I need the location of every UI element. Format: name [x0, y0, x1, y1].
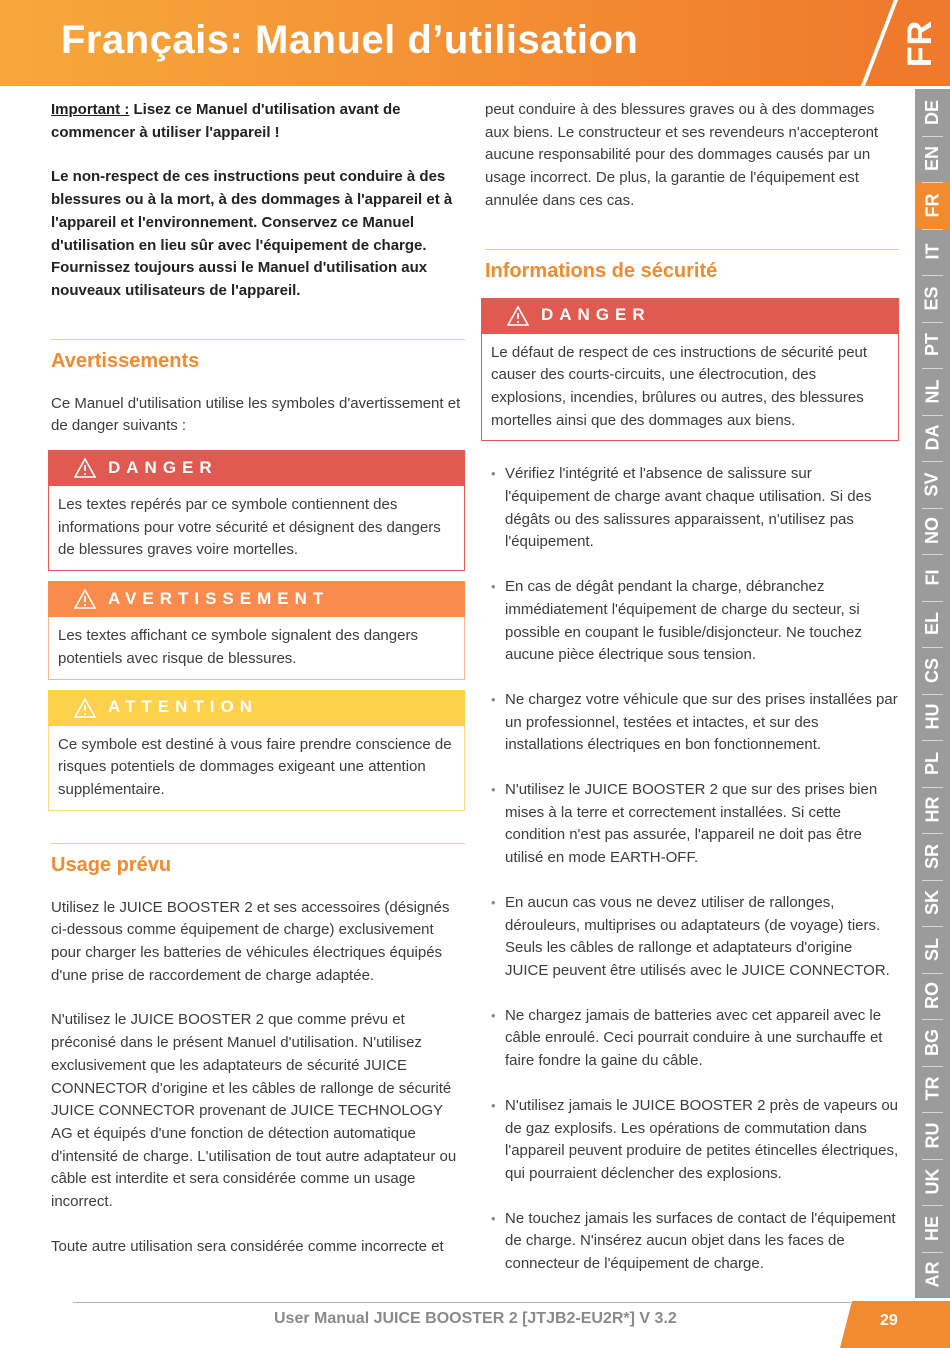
language-tab-pt[interactable]	[915, 322, 950, 369]
language-tab-separator	[922, 182, 943, 183]
safety-instruction-item: • Vérifiez l'intégrité et l'absence de salissure sur l'équipement de charge avant chaque utilisation. Si des dégâts ou des salissures apparaissent, n'utilisez pas l'équipement.	[485, 463, 899, 554]
language-tab-separator	[922, 926, 943, 927]
language-tab-label: TR	[922, 1076, 942, 1101]
language-tab-label: HE	[921, 1215, 942, 1241]
language-tab-label: NO	[922, 517, 942, 545]
danger-label: DANGER	[541, 305, 651, 325]
language-tab-separator	[922, 554, 943, 555]
language-tab-separator	[922, 1252, 943, 1253]
language-tab-tr[interactable]	[915, 1066, 950, 1113]
language-tab-separator	[922, 136, 943, 137]
language-tab-he[interactable]	[915, 1205, 950, 1252]
language-tab-es[interactable]	[915, 275, 950, 322]
usage-paragraph-1: Utilisez le JUICE BOOSTER 2 et ses accessoires (désignés ci-dessous comme équipement de charge) exclusivement pour charger les batteries de véhicules électriques équipés d'une prise de raccordement de charge adaptée.	[51, 898, 450, 984]
attention-box-header	[48, 690, 465, 726]
safety-instruction-item: • En cas de dégât pendant la charge, débranchez immédiatement l'équipement de charge du secteur, si possible en coupant le fusible/disjoncteur. Ne touchez aucune pièce électrique sous tension.	[485, 576, 899, 667]
safety-heading: Informations de sécurité	[485, 259, 718, 282]
language-tab-da[interactable]	[915, 415, 950, 462]
usage-paragraph-2: N'utilisez le JUICE BOOSTER 2 que comme prévu et préconisé dans le présent Manuel d'utilisation. N'utilisez exclusivement que les adaptateurs de sécurité JUICE CONNECTOR d'origine et les câbles de rallonge de sécurité JUICE CONNECTOR provenant de JUICE TECHNOLOGY AG et équipés d'une fonction de détection automatique d'intensité de charge. L'utilisation de tout autre adaptateur ou câble est interdite et sera considérée comme un usage incorrect.	[51, 1011, 457, 1211]
language-tab-label: HU	[922, 703, 942, 730]
language-tab-hr[interactable]	[915, 787, 950, 834]
page-number-badge	[840, 1301, 950, 1348]
warning-triangle-icon	[507, 306, 529, 326]
intro-warning: Le non-respect de ces instructions peut conduire à des blessures ou à la mort, à des dommages à l'appareil et à l'appareil et l'environnement. Conservez ce Manuel d'utilisation en lieu sûr avec l'équipement de charge. Fournissez toujours aussi le Manuel d'utilisation aux nouveaux utilisateurs de l'appareil.	[51, 168, 453, 299]
language-tab-separator	[922, 461, 943, 462]
danger-box-text: Le défaut de respect de ces instructions de sécurité peut causer des courts-circuits, une électrocution, des explosions, incendies, brûlures ou autres, des blessures mortelles ainsi que des dommages aux biens.	[481, 334, 899, 442]
usage-paragraph-3: Toute autre utilisation sera considérée comme incorrecte et	[51, 1237, 444, 1255]
language-tab-separator	[922, 508, 943, 509]
language-tab-de[interactable]	[915, 89, 950, 136]
section-divider	[485, 249, 899, 250]
language-tab-separator	[922, 415, 943, 416]
safety-instruction-item: • N'utilisez jamais le JUICE BOOSTER 2 près de vapeurs ou de gaz explosifs. Les opérations de commutation dans l'appareil peuvent produire de petites étincelles électriques, qui pourraient déclencher des explosions.	[485, 1095, 899, 1186]
language-tab-label: BG	[922, 1028, 942, 1056]
language-tab-label: PT	[921, 333, 942, 357]
language-tab-fr[interactable]	[915, 182, 950, 229]
language-tab-el[interactable]	[915, 601, 950, 648]
warnings-intro: Ce Manuel d'utilisation utilise les symboles d'avertissement et de danger suivants :	[51, 394, 461, 435]
language-tab-label: NL	[922, 379, 942, 404]
current-language-label: FR	[901, 19, 940, 67]
language-tab-label: RO	[922, 982, 942, 1010]
usage-heading: Usage prévu	[51, 853, 172, 876]
language-tab-label: FR	[922, 193, 942, 218]
language-tab-sl[interactable]	[915, 926, 950, 973]
footer-document-title: User Manual JUICE BOOSTER 2 [JTJB2-EU2R*] V 3.2	[274, 1310, 677, 1327]
language-tab-label: RU	[922, 1122, 942, 1149]
section-divider	[51, 843, 465, 844]
language-tab-separator	[922, 1112, 943, 1113]
language-tab-separator	[922, 229, 943, 230]
language-tab-separator	[922, 275, 943, 276]
important-text: Lisez ce Manuel d'utilisation avant de commencer à utiliser l'appareil !	[51, 101, 401, 141]
language-tab-ru[interactable]	[915, 1112, 950, 1159]
language-tab-pl[interactable]	[915, 740, 950, 787]
danger-label: DANGER	[108, 457, 218, 477]
language-tab-sr[interactable]	[915, 833, 950, 880]
language-tab-ar[interactable]	[915, 1252, 950, 1299]
language-tab-no[interactable]	[915, 508, 950, 555]
language-tab-separator	[922, 740, 943, 741]
language-tab-label: DA	[922, 424, 942, 451]
language-tab-sk[interactable]	[915, 880, 950, 927]
section-divider	[51, 339, 465, 340]
warning-box-text: Les textes affichant ce symbole signalent des dangers potentiels avec risque de blessures.	[48, 617, 465, 679]
language-tab-label: PL	[921, 751, 942, 775]
language-tab-separator	[922, 1066, 943, 1067]
language-tab-cs[interactable]	[915, 647, 950, 694]
danger-box-header	[48, 450, 465, 486]
safety-instruction-item: • Ne touchez jamais les surfaces de contact de l'équipement de charge. N'insérez aucun objet dans les faces de connecteur de l'équipement de charge.	[485, 1208, 899, 1276]
language-tab-label: HR	[922, 796, 942, 823]
language-tab-bg[interactable]	[915, 1019, 950, 1066]
attention-box-text: Ce symbole est destiné à vous faire prendre conscience de risques potentiels de dommages exigeant une attention supplémentaire.	[48, 726, 465, 811]
language-tab-separator	[922, 973, 943, 974]
language-tab-it[interactable]	[915, 229, 950, 276]
language-tab-separator	[922, 880, 943, 881]
left-column	[51, 99, 465, 1259]
warning-box-header	[48, 581, 465, 617]
language-tab-label: FI	[922, 569, 942, 586]
language-tab-separator	[922, 1019, 943, 1020]
right-column	[485, 99, 899, 1298]
danger-box-header	[481, 298, 899, 334]
language-tab-sv[interactable]	[915, 461, 950, 508]
language-tab-label: AR	[922, 1261, 942, 1288]
page-title: Français: Manuel d’utilisation	[61, 18, 639, 62]
safety-instruction-item: • Ne chargez jamais de batteries avec cet appareil avec le câble enroulé. Ceci pourrait conduire à une surchauffe et faire fondre la gaine du câble.	[485, 1005, 899, 1073]
safety-instructions-list	[485, 463, 899, 1275]
language-tab-separator	[922, 787, 943, 788]
language-tab-label: DE	[921, 99, 942, 125]
language-tab-separator	[922, 322, 943, 323]
language-sidebar	[915, 89, 950, 1298]
warning-label: AVERTISSEMENT	[108, 588, 330, 608]
language-tab-label: SK	[921, 890, 942, 916]
page-number: 29	[880, 1312, 898, 1329]
language-tab-separator	[922, 1205, 943, 1206]
language-tab-separator	[922, 1159, 943, 1160]
language-tab-separator	[922, 368, 943, 369]
language-tab-separator	[922, 601, 943, 602]
language-tab-label: IT	[922, 243, 942, 260]
important-label: Important :	[51, 101, 130, 118]
language-tab-separator	[922, 694, 943, 695]
language-tab-ro[interactable]	[915, 973, 950, 1020]
warnings-heading: Avertissements	[51, 349, 200, 372]
warning-triangle-icon	[74, 589, 96, 609]
language-tab-label: SL	[921, 937, 942, 961]
safety-instruction-item: • N'utilisez le JUICE BOOSTER 2 que sur des prises bien mises à la terre et correctement installées. Si cette condition n'est pas assurée, l'appareil ne doit pas être utilisé en mode EARTH-OFF.	[485, 779, 899, 870]
language-tab-label: UK	[922, 1168, 942, 1195]
language-tab-label: EN	[921, 146, 942, 172]
language-tab-en[interactable]	[915, 136, 950, 183]
footer-divider	[73, 1302, 851, 1303]
warning-triangle-icon	[74, 458, 96, 478]
language-tab-fi[interactable]	[915, 554, 950, 601]
language-tab-uk[interactable]	[915, 1159, 950, 1206]
language-tab-label: ES	[921, 286, 942, 311]
language-tab-separator	[922, 833, 943, 834]
safety-instruction-item: • Ne chargez votre véhicule que sur des prises installées par un professionnel, testées et intactes, et sur des installations électriques en bon fonctionnement.	[485, 689, 899, 757]
language-tab-label: EL	[921, 612, 942, 636]
language-tab-separator	[922, 647, 943, 648]
usage-continuation: peut conduire à des blessures graves ou à des dommages aux biens. Le constructeur et ses revendeurs n'accepteront aucune responsabilité pour des dommages causés par un usage incorrect. De plus, la garantie de l'équipement est annulée dans ces cas.	[485, 101, 879, 209]
attention-label: ATTENTION	[108, 697, 259, 717]
language-tab-hu[interactable]	[915, 694, 950, 741]
safety-instruction-item: • En aucun cas vous ne devez utiliser de rallonges, dérouleurs, multiprises ou adaptateurs (de voyage) tiers. Seuls les câbles de rallonge et adaptateurs d'origine JUICE peuvent être utilisés avec le JUICE CONNECTOR.	[485, 892, 899, 983]
warning-triangle-icon	[74, 698, 96, 718]
language-tab-label: CS	[921, 657, 942, 683]
page-header	[0, 0, 950, 86]
language-tab-label: SV	[921, 472, 942, 497]
language-tab-label: SR	[921, 843, 942, 869]
important-note	[51, 99, 465, 144]
danger-box-text: Les textes repérés par ce symbole contiennent des informations pour votre sécurité et désignent des dangers de blessures graves voire mortelles.	[48, 486, 465, 571]
language-tab-nl[interactable]	[915, 368, 950, 415]
